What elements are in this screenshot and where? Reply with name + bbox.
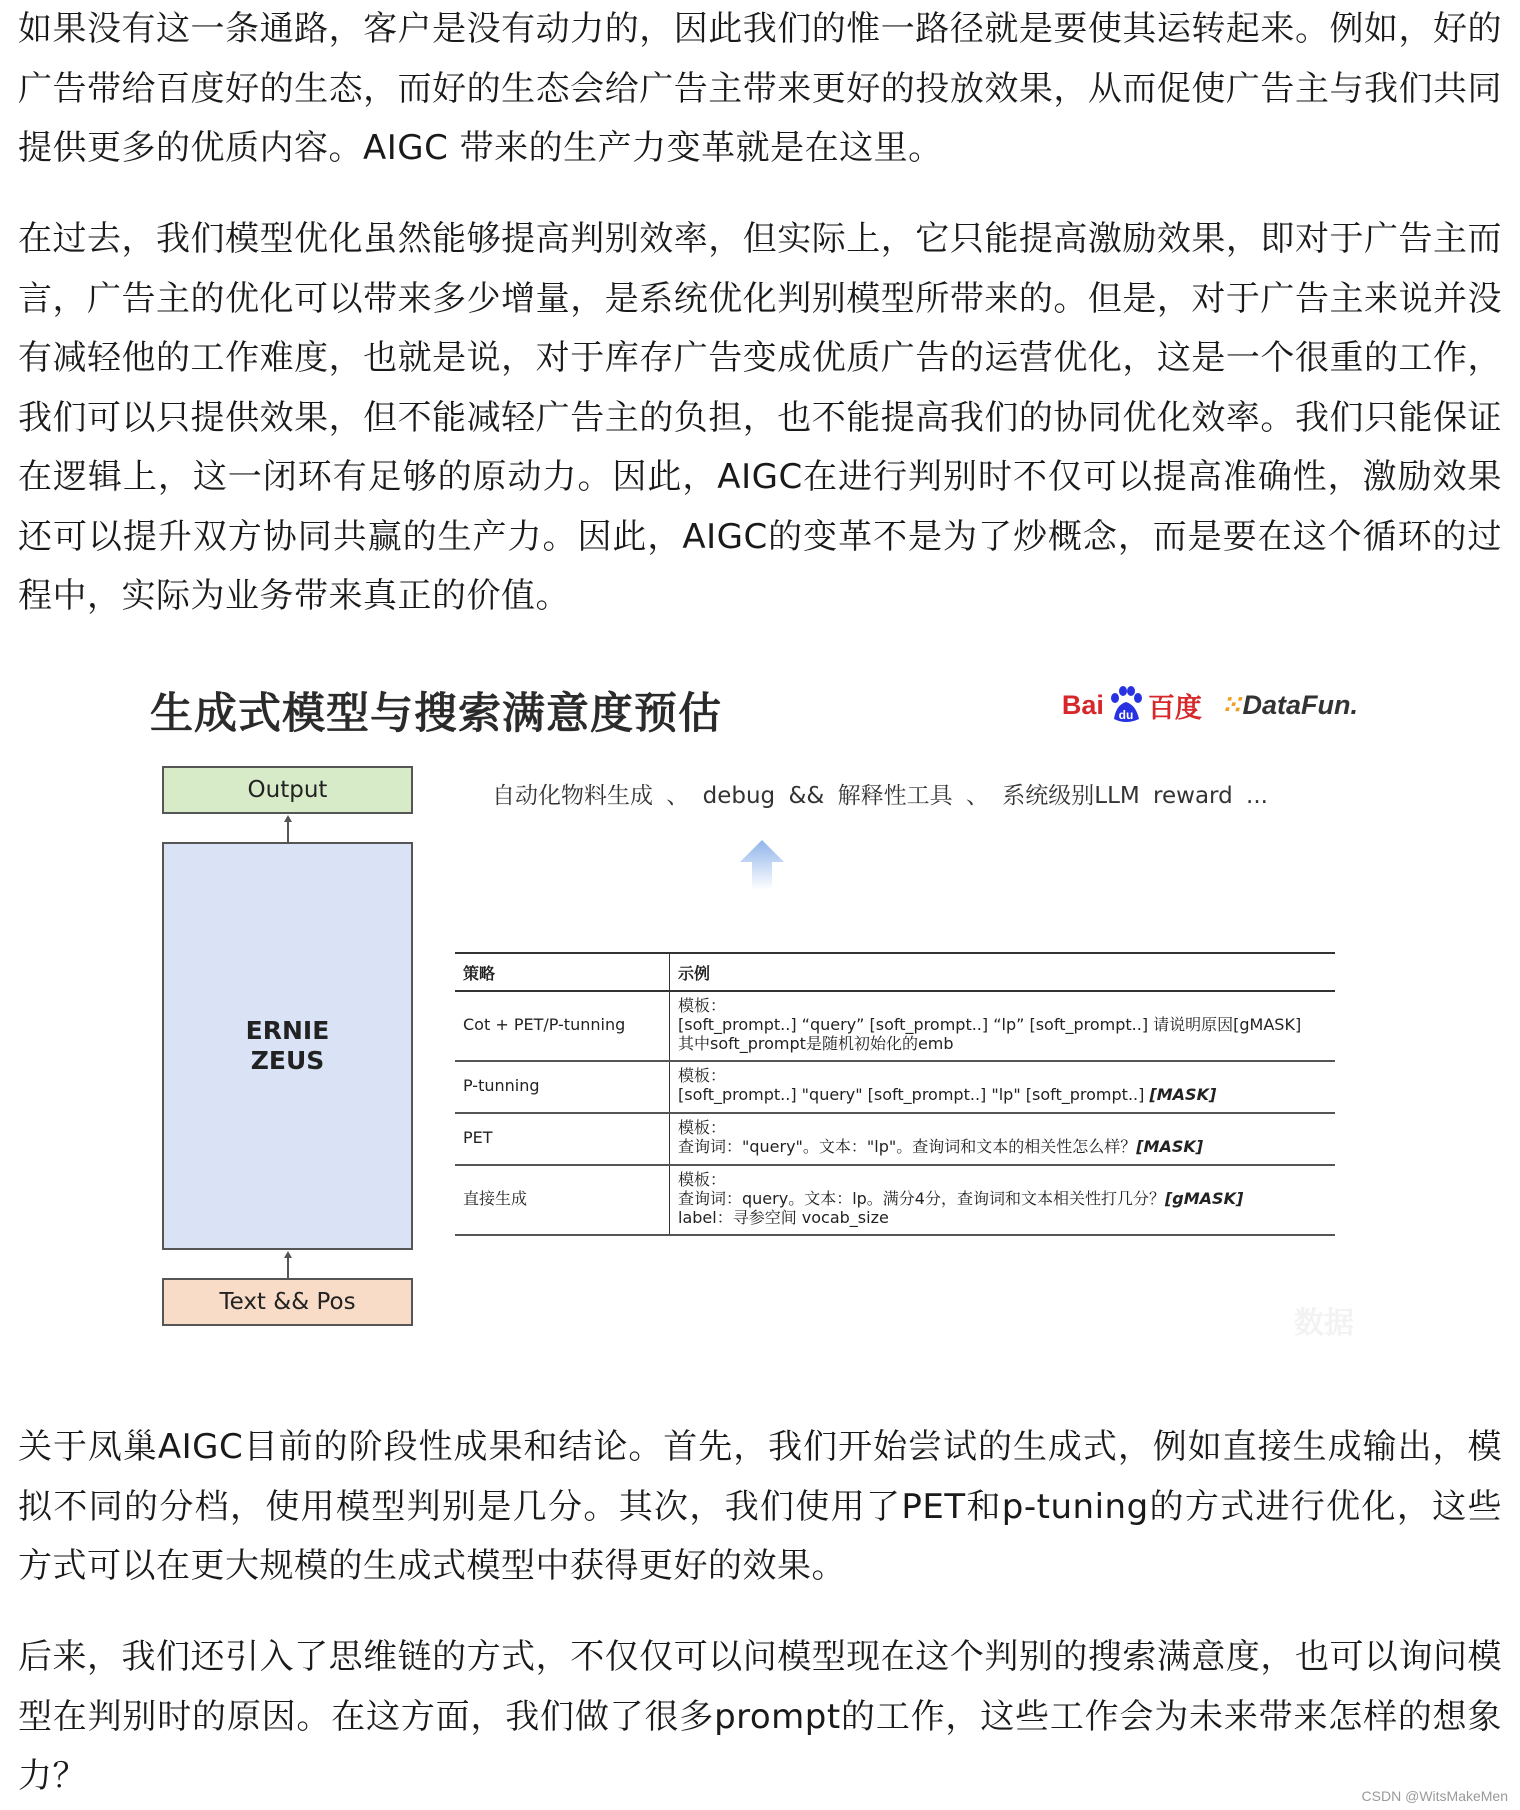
example-line: label：寻参空间 vocab_size (678, 1208, 889, 1227)
datafun-dots-icon: ⁙ (1219, 689, 1243, 720)
baidu-logo-left: Bai (1061, 689, 1104, 720)
baidu-paw-icon (1106, 685, 1146, 725)
paragraph-2: 在过去，我们模型优化虽然能够提高判别效率，但实际上，它只能提高激励效果，即对于广告主而言，广告主的优化可以带来多少增量，是系统优化判别模型所带来的。但是，对于广告主来说并没有减轻他的工作难度，也就是说，对于库存广告变成优质广告的运营优化，这是一个很重的工作，我们可以只提供效果，但不能减轻广告主的负担，也不能提高我们的协同优化效率。我们只能保证在逻辑上，这一闭环有足够的原动力。因此，AIGC在进行判别时不仅可以提高准确性，激励效果还可以提升双方协同共赢的生产力。因此，AIGC的变革不是为了炒概念，而是要在这个循环的过程中，实际为业务带来真正的价值。 (18, 219, 1502, 616)
strategy-table (455, 952, 1335, 1236)
paragraph-3: 关于凤巢AIGC目前的阶段性成果和结论。首先，我们开始尝试的生成式，例如直接生成输出，模拟不同的分档，使用模型判别是几分。其次，我们使用了PET和p-tuning的方式进行优化，这些方式可以在更大规模的生成式模型中获得更好的效果。 (18, 1427, 1502, 1586)
slide-title: 生成式模型与搜索满意度预估 (150, 689, 722, 739)
slide-figure (130, 650, 1410, 1370)
example-line: 模板： (678, 1066, 727, 1085)
baidu-logo (1062, 685, 1202, 725)
example-cell (670, 1061, 1336, 1113)
arrow-up-icon (260, 814, 320, 844)
strategy-cell: P-tunning (455, 1061, 670, 1113)
example-line: [soft_prompt..] "query" [soft_prompt..] "lp" [soft_prompt..] (678, 1085, 1150, 1104)
model-name-line1: ERNIE (245, 1016, 330, 1045)
example-cell (670, 991, 1336, 1061)
paragraph-4: 后来，我们还引入了思维链的方式，不仅仅可以问模型现在这个判别的搜索满意度，也可以询问模型在判别时的原因。在这方面，我们做了很多prompt的工作，这些工作会为未来带来怎样的想象力？ (18, 1637, 1502, 1796)
strategy-cell: 直接生成 (455, 1165, 670, 1235)
task-list: 自动化物料生成 、 debug && 解释性工具 、 系统级别LLM reward ... (492, 783, 1268, 809)
table-row (455, 1165, 1335, 1235)
table-row (455, 991, 1335, 1061)
input-box: Text && Pos (162, 1278, 413, 1326)
header-example: 示例 (670, 953, 1336, 991)
csdn-credit: CSDN @WitsMakeMen (1361, 1788, 1508, 1804)
baidu-paw-text: du (1118, 708, 1134, 722)
table-header-row (455, 953, 1335, 991)
example-line: 查询词：query。文本：lp。满分4分，查询词和文本相关性打几分？ (678, 1189, 1165, 1208)
mask-token: [MASK] (1149, 1085, 1217, 1104)
example-line: 其中soft_prompt是随机初始化的emb (678, 1034, 954, 1053)
strategy-cell: PET (455, 1113, 670, 1165)
arrow-up-icon (260, 1250, 320, 1280)
example-cell (670, 1165, 1336, 1235)
output-box: Output (162, 766, 413, 814)
mask-token: [MASK] (1136, 1137, 1204, 1156)
baidu-logo-right: 百度 (1147, 692, 1202, 723)
example-line: 模板： (678, 996, 727, 1015)
mask-token: [gMASK] (1164, 1189, 1244, 1208)
logos (1062, 685, 1358, 725)
datafun-logo-text: DataFun. (1242, 689, 1358, 720)
header-strategy: 策略 (455, 953, 670, 991)
example-line: 模板： (678, 1118, 727, 1137)
watermark: 数据 (1294, 1306, 1354, 1341)
model-box (162, 842, 413, 1250)
strategy-cell: Cot + PET/P-tunning (455, 991, 670, 1061)
example-line: [soft_prompt..] “query” [soft_prompt..] “lp” [soft_prompt..] 请说明原因[gMASK] (678, 1015, 1302, 1034)
big-up-arrow-icon (740, 840, 784, 890)
example-line: 模板： (678, 1170, 727, 1189)
table-row (455, 1113, 1335, 1165)
table-row (455, 1061, 1335, 1113)
example-line: 查询词："query"。文本："lp"。查询词和文本的相关性怎么样？ (678, 1137, 1137, 1156)
paragraph-1: 如果没有这一条通路，客户是没有动力的，因此我们的惟一路径就是要使其运转起来。例如，好的广告带给百度好的生态，而好的生态会给广告主带来更好的投放效果，从而促使广告主与我们共同提供更多的优质内容。AIGC 带来的生产力变革就是在这里。 (18, 9, 1502, 168)
example-cell (670, 1113, 1336, 1165)
datafun-logo (1220, 690, 1358, 721)
model-name-line2: ZEUS (250, 1046, 325, 1075)
